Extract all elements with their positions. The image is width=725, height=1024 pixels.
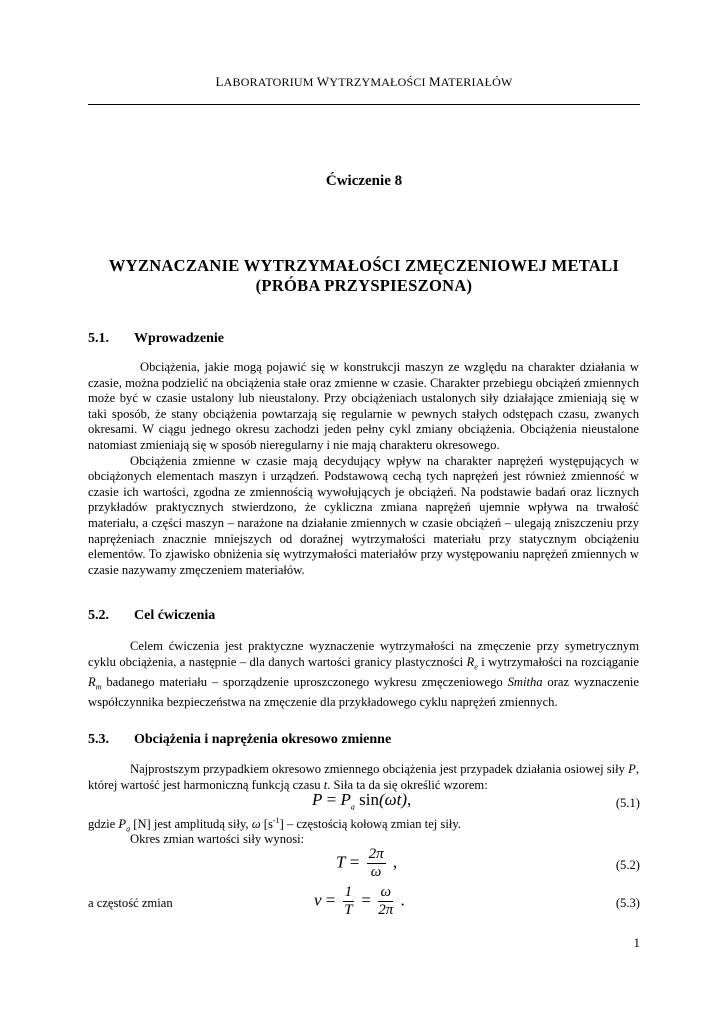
title-line-2: (PRÓBA PRZYSPIESZONA) — [255, 276, 473, 295]
section-heading-5-2: 5.2. Cel ćwiczenia — [88, 608, 216, 623]
section-5-2-body — [88, 639, 639, 710]
title-line-1: WYZNACZANIE WYTRZYMAŁOŚCI ZMĘCZENIOWEJ METALI — [108, 256, 620, 275]
paragraph: Obciążenia, jakie mogą pojawić się w konstrukcji maszyn ze względu na charakter działania w czasie, można podzielić na obciążenia stałe oraz zmienne w czasie. Charakter przebiegu obciążeń zmiennych może być w czasie ustalony lub nieustalony. Przy obciążeniach ustalonych siły działające zmieniają się w taki sposób, że stany obciążenia powtarzają się regularnie w pewnych stałych odstępach czasu, zwanych okresami. W ciągu jednego okresu zachodzi jeden pełny cykl zmiany obciążenia. Obciążenia nieustalone natomiast zmieniają się w sposób nieregularny i nie mają charakteru okresowego. — [88, 360, 639, 452]
formula: T = $\frac{2\pi}{\omega}$ , — [336, 846, 398, 880]
header-rule — [88, 104, 640, 105]
fraction: $\frac{\omega}{2\pi}$ — [378, 884, 394, 918]
formula: ν = $\frac{1}{T}$ = $\frac{\omega}{2\pi}$ . — [314, 884, 405, 918]
equation-5-2 — [88, 846, 640, 886]
frequency-label: a częstość zmian — [88, 896, 173, 910]
section-5-1-body — [88, 360, 639, 578]
formula: $P = P_a$ sin(ωt), — [312, 790, 412, 812]
equation-number: (5.3) — [615, 896, 640, 910]
section-heading-5-3: 5.3. Obciążenia i naprężenia okresowo zmienne — [88, 732, 392, 747]
paragraph: Obciążenia zmienne w czasie mają decydujący wpływ na charakter naprężeń występujących w obciążonych elementach maszyn i urządzeń. Podstawową cechą tych naprężeń jest również zmienność w czasie ich wartości, zgodna ze zmiennością wywołujących je obciążeń. Na podstawie badań oraz licznych przykładów praktycznych stwierdzono, że cykliczna zmiana naprężeń ujemnie wpływa na trwałość materiału, a części maszyn – narażone na działanie zmiennych w czasie obciążeń – ulegają zniszczeniu przy naprężeniach znacznie mniejszych od doraźnej wytrzymałości materiału przy statycznym obciążeniu elementów. To zjawisko obniżenia się wytrzymałości materiałów przy występowaniu naprężeń zmiennych w czasie nazywamy zmęczeniem materiałów. — [88, 453, 639, 577]
running-header: LABORATORIUM WYTRZYMAŁOŚCI MATERIAŁÓW — [215, 74, 513, 89]
document-title — [88, 256, 640, 296]
equation-number: (5.2) — [615, 858, 640, 872]
section-heading-5-1: 5.1. Wprowadzenie — [88, 331, 224, 346]
period-line: Okres zmian wartości siły wynosi: — [130, 832, 305, 846]
paragraph: Celem ćwiczenia jest praktyczne wyznaczenie wytrzymałości na zmęczenie przy symetrycznym cyklu obciążenia, a następnie – dla danych wartości granicy plastyczności $R_e$ i wytrzymałości na rozciąganie $R_m$ badanego materiału – sporządzenie uproszczonego wykresu zmęczeniowego Smitha oraz wyznaczenie współczynnika bezpieczeństwa na zmęczenie dla przykładowego cyklu naprężeń zmiennych. — [88, 639, 639, 709]
fraction: $\frac{1}{T}$ — [344, 884, 353, 918]
section-5-3-body — [88, 762, 639, 793]
page-number: 1 — [633, 935, 640, 950]
where-line: gdzie $P_a$ [N] jest amplitudą siły, ω $[s^{-1}]$ – częstością kołową zmian tej siły. — [88, 816, 461, 834]
equation-5-3 — [88, 884, 640, 924]
paragraph: Najprostszym przypadkiem okresowo zmiennego obciążenia jest przypadek działania osiowej siły P, której wartość jest harmoniczną funkcją czasu t. Siła ta da się określić wzorem: — [88, 762, 639, 792]
equation-number: (5.1) — [615, 796, 640, 810]
exercise-label: Ćwiczenie 8 — [325, 173, 403, 189]
fraction: $\frac{2\pi}{\omega}$ — [368, 846, 384, 880]
